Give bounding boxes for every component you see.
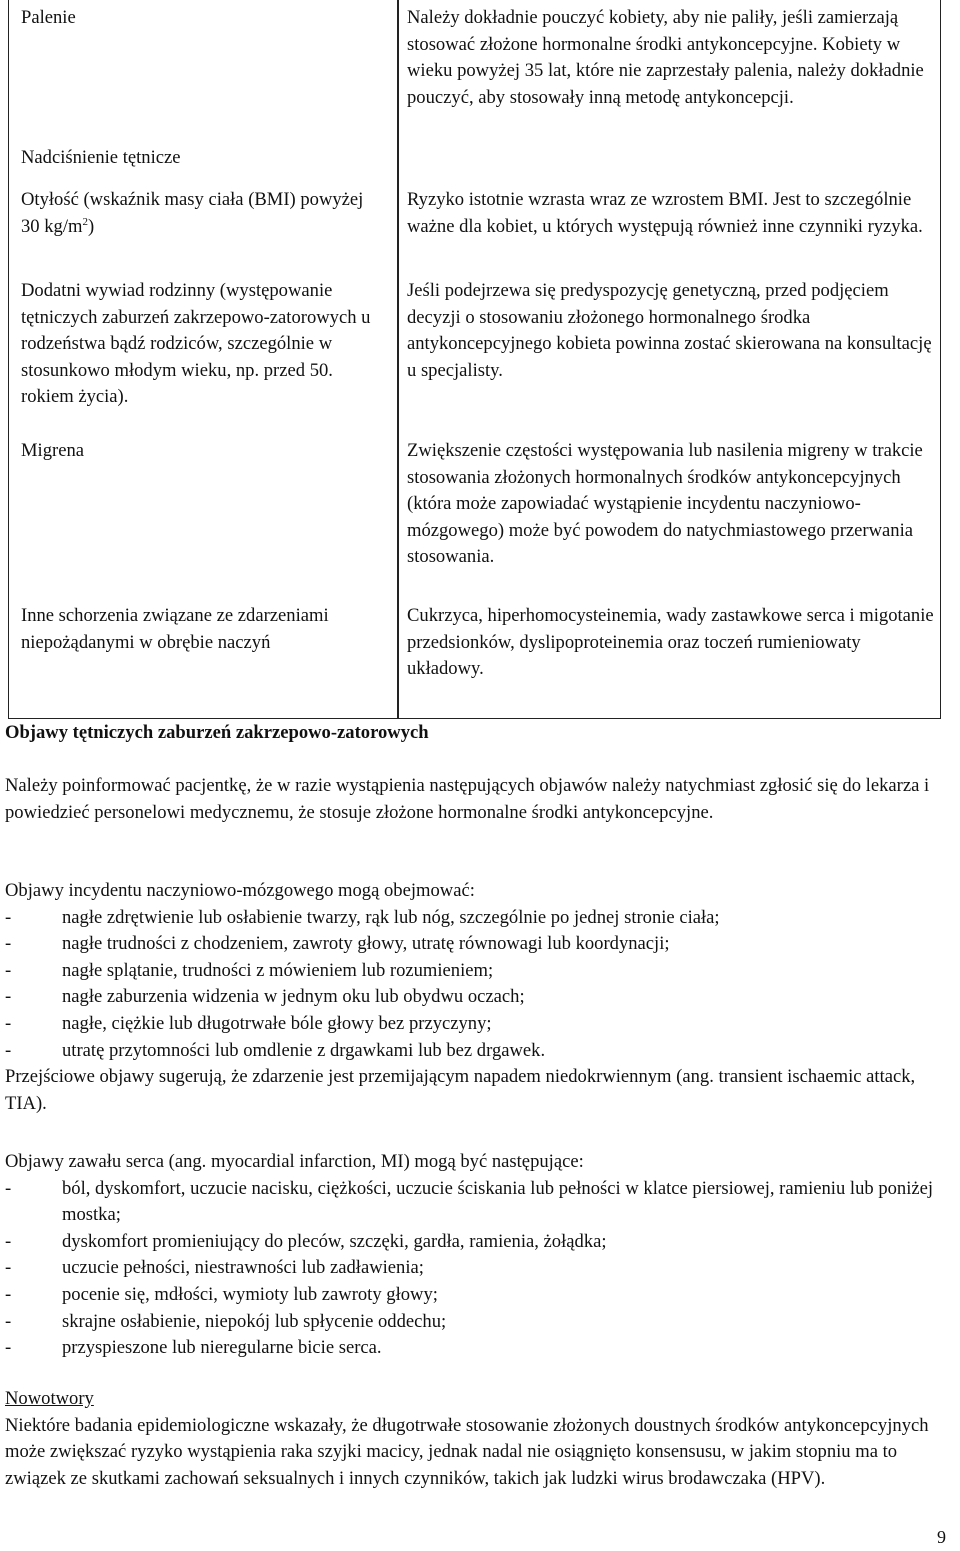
tia-note: Przejściowe objawy sugerują, że zdarzenie jest przemijającym napadem niedokrwiennym (ang. transient ischaemic attack, TIA). <box>5 1066 916 1114</box>
risk-note-other-vascular: Cukrzyca, hiperhomocysteinemia, wady zastawkowe serca i migotanie przedsionków, dyslipoproteinemia oraz toczeń rumieniowaty układowy. <box>407 605 934 680</box>
list-item: - skrajne osłabienie, niepokój lub spłycenie oddechu; <box>5 1310 447 1332</box>
list-item: - nagłe, ciężkie lub długotrwałe bóle głowy bez przyczyny; <box>5 1012 492 1034</box>
risk-factor-other-vascular: Inne schorzenia związane ze zdarzeniami niepożądanymi w obrębie naczyń <box>21 605 329 653</box>
list-item: - dyskomfort promieniujący do pleców, szczęki, gardła, ramienia, żołądka; <box>5 1230 607 1252</box>
list-item: - ból, dyskomfort, uczucie nacisku, ciężkości, uczucie ściskania lub pełności w klatce piersiowej, ramieniu lub poniżej mostka; <box>5 1177 934 1226</box>
list-item: - pocenie się, mdłości, wymioty lub zawroty głowy; <box>5 1283 438 1305</box>
risk-factor-family-history: Dodatni wywiad rodzinny (występowanie tętniczych zaburzeń zakrzepowo-zatorowych u rodzeństwa bądź rodziców, szczególnie w stosunkowo młodym wieku, np. przed 50. rokiem życia). <box>21 280 371 408</box>
risk-factor-migraine: Migrena <box>21 440 84 461</box>
list-item: - nagłe splątanie, trudności z mówieniem lub rozumieniem; <box>5 959 494 981</box>
list-item: - przyspieszone lub nieregularne bicie serca. <box>5 1337 382 1359</box>
risk-factors-table <box>8 0 941 719</box>
stroke-title: Objawy incydentu naczyniowo-mózgowego mogą obejmować: <box>5 880 475 901</box>
cancer-title: Nowotwory <box>5 1388 94 1409</box>
stroke-symptoms <box>5 878 953 1117</box>
superscript: 2 <box>82 215 88 228</box>
column-divider <box>397 0 399 719</box>
cancer-section <box>5 1386 953 1492</box>
risk-note-family-history: Jeśli podejrzewa się predyspozycję genetyczną, przed podjęciem decyzji o stosowaniu złożonego hormonalnego środka antykoncepcyjnego kobieta powinna zostać skierowana na konsultację u specjalisty. <box>407 280 932 381</box>
risk-factor-obesity: Otyłość (wskaźnik masy ciała (BMI) powyżej 30 $kg/m^2$) <box>21 189 364 237</box>
risk-factor-smoking: Palenie <box>21 7 76 28</box>
mi-symptoms <box>5 1149 953 1362</box>
list-item: - nagłe zaburzenia widzenia w jednym oku lub obydwu oczach; <box>5 986 525 1008</box>
risk-note-smoking: Należy dokładnie pouczyć kobiety, aby nie paliły, jeśli zamierzają stosować złożone hormonalne środki antykoncepcyjne. Kobiety w wieku powyżej 35 lat, które nie zaprzestały palenia, należy dokładnie pouczyć, aby stosowały inną metodę antykoncepcji. <box>407 7 924 108</box>
list-item: - uczucie pełności, niestrawności lub zadławienia; <box>5 1257 424 1279</box>
intro-paragraph: Należy poinformować pacjentkę, że w razie wystąpienia następujących objawów należy natychmiast zgłosić się do lekarza i powiedzieć personelowi medycznemu, że stosuje złożone hormonalne środki antykoncepcyjne. <box>5 775 930 823</box>
section-heading: Objawy tętniczych zaburzeń zakrzepowo-zatorowych <box>5 722 429 743</box>
cancer-text: Niektóre badania epidemiologiczne wskazały, że długotrwałe stosowanie złożonych doustnych środków antykoncepcyjnych może zwiększać ryzyko wystąpienia raka szyjki macicy, jednak nadal nie osiągnięto konsensusu, w jakim stopniu ma to związek ze skutkami zachowań seksualnych i innych czynników, takich jak ludzki wirus brodawczaka (HPV). <box>5 1414 929 1489</box>
list-item: - utratę przytomności lub omdlenie z drgawkami lub bez drgawek. <box>5 1039 546 1061</box>
page-number: 9 <box>937 1527 946 1547</box>
risk-factor-hypertension: Nadciśnienie tętnicze <box>21 147 181 168</box>
mi-title: Objawy zawału serca (ang. myocardial infarction, MI) mogą być następujące: <box>5 1151 584 1172</box>
risk-note-migraine: Zwiększenie częstości występowania lub nasilenia migreny w trakcie stosowania złożonych hormonalnych środków antykoncepcyjnych (która może zapowiadać wystąpienie incydentu naczyniowo- mózgowego) może być powodem do natychmiastowego przerwania stosowania. <box>407 440 923 568</box>
list-item: - nagłe trudności z chodzeniem, zawroty głowy, utratę równowagi lub koordynacji; <box>5 933 670 955</box>
list-item: - nagłe zdrętwienie lub osłabienie twarzy, rąk lub nóg, szczególnie po jednej stronie ciała; <box>5 906 720 928</box>
risk-note-obesity: Ryzyko istotnie wzrasta wraz ze wzrostem BMI. Jest to szczególnie ważne dla kobiet, u których występują również inne czynniki ryzyka. <box>407 189 923 237</box>
